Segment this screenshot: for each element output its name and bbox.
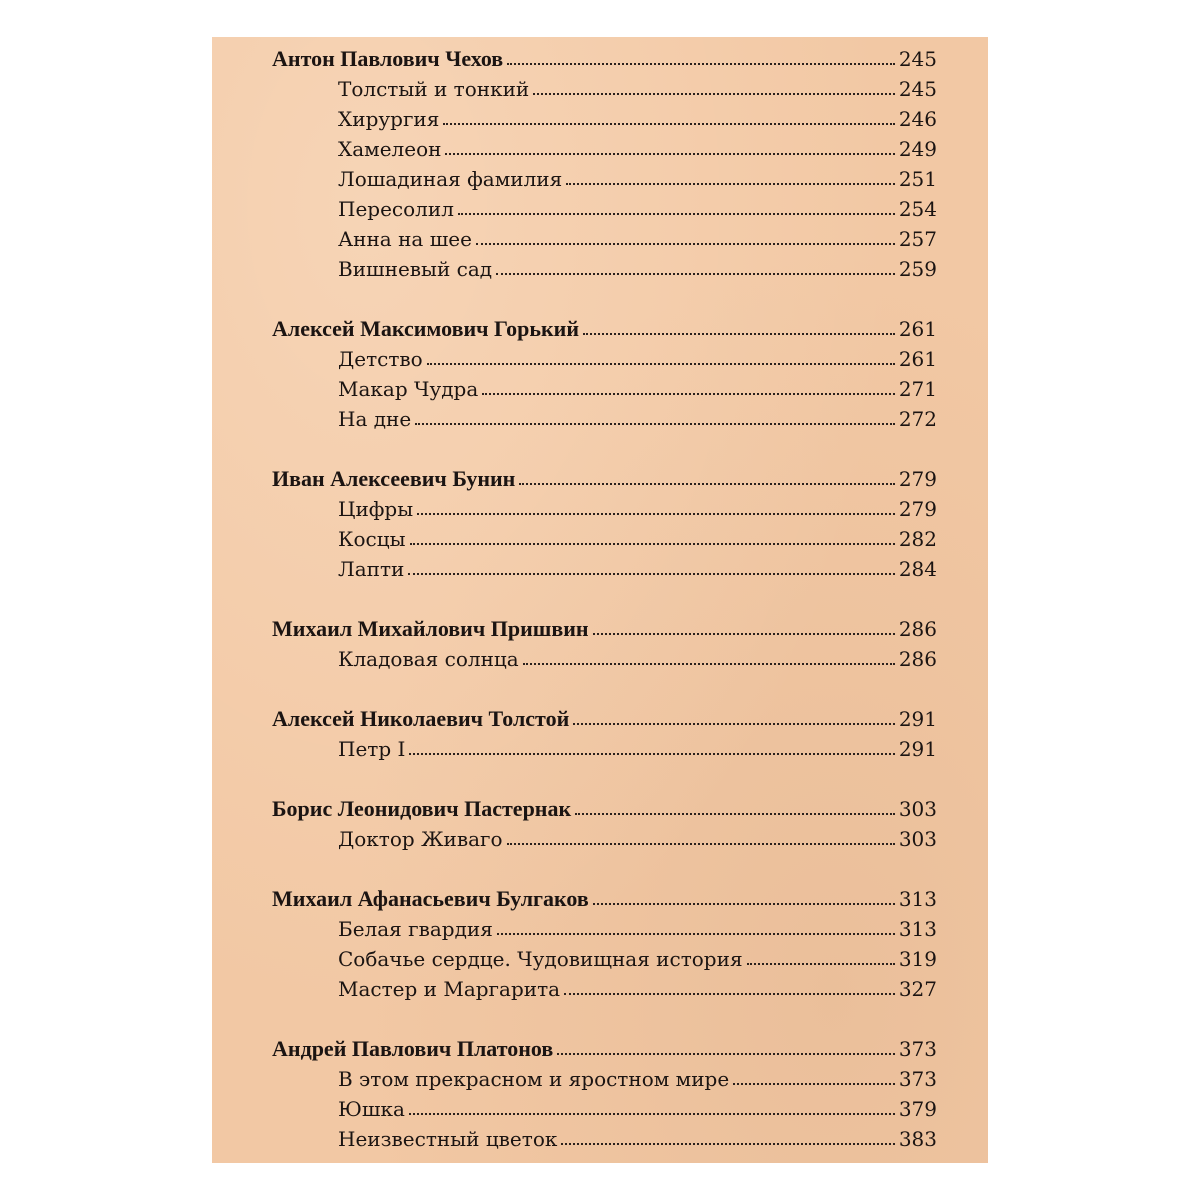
work-title: Белая гвардия <box>338 917 493 941</box>
work-title: Макар Чудра <box>338 377 479 401</box>
page-number: 373 <box>898 1037 937 1061</box>
work-title: Косцы <box>338 527 406 551</box>
dot-leader <box>417 512 895 515</box>
page-number: 257 <box>898 227 937 251</box>
toc-work-entry <box>272 371 937 401</box>
page-number: 373 <box>898 1067 937 1091</box>
work-title: Лапти <box>338 557 405 581</box>
author-name: Андрей Павлович Платонов <box>272 1036 554 1061</box>
work-title: Мастер и Маргарита <box>338 977 561 1001</box>
dot-leader <box>557 1052 895 1055</box>
work-title: Доктор Живаго <box>338 827 503 851</box>
toc-work-entry <box>272 941 937 971</box>
work-title: Хамелеон <box>338 137 442 161</box>
dot-leader <box>482 392 895 395</box>
dot-leader <box>561 1142 894 1145</box>
toc-work-entry <box>272 911 937 941</box>
dot-leader <box>409 752 894 755</box>
dot-leader <box>496 272 895 275</box>
work-title: Анна на шее <box>338 227 472 251</box>
toc-work-entry <box>272 131 937 161</box>
dot-leader <box>408 572 894 575</box>
dot-leader <box>410 542 895 545</box>
dot-leader <box>507 62 895 65</box>
work-title: Цифры <box>338 497 414 521</box>
page-number: 249 <box>898 137 937 161</box>
toc-work-entry <box>272 551 937 581</box>
work-title: Пересолил <box>338 197 454 221</box>
page-number: 261 <box>898 317 937 341</box>
author-name: Борис Леонидович Пастернак <box>272 796 572 821</box>
book-page <box>212 37 988 1163</box>
dot-leader <box>519 482 894 485</box>
dot-leader <box>443 122 894 125</box>
page-number: 279 <box>898 467 937 491</box>
work-title: Вишневый сад <box>338 257 493 281</box>
page-number: 271 <box>898 377 937 401</box>
toc-work-entry <box>272 491 937 521</box>
toc-author-entry <box>272 881 937 911</box>
toc-work-entry <box>272 821 937 851</box>
toc-work-entry <box>272 341 937 371</box>
work-title: Собачье сердце. Чудовищная история <box>338 947 743 971</box>
work-title: Юшка <box>338 1097 405 1121</box>
page-number: 319 <box>898 947 937 971</box>
page-number: 286 <box>898 617 937 641</box>
toc-author-entry <box>272 791 937 821</box>
toc-work-entry <box>272 521 937 551</box>
author-name: Алексей Максимович Горький <box>272 316 580 341</box>
toc-work-entry <box>272 101 937 131</box>
toc-work-entry <box>272 401 937 431</box>
dot-leader <box>497 932 895 935</box>
page-number: 303 <box>898 827 937 851</box>
author-name: Михаил Афанасьевич Булгаков <box>272 886 589 911</box>
page-number: 291 <box>898 737 937 761</box>
toc-work-entry <box>272 641 937 671</box>
work-title: Хирургия <box>338 107 440 131</box>
toc-work-entry <box>272 1091 937 1121</box>
dot-leader <box>458 212 895 215</box>
dot-leader <box>533 92 895 95</box>
dot-leader <box>564 992 895 995</box>
dot-leader <box>733 1082 895 1085</box>
toc-work-entry <box>272 971 937 1001</box>
toc-work-entry <box>272 191 937 221</box>
page-number: 272 <box>898 407 937 431</box>
toc-author-entry <box>272 41 937 71</box>
dot-leader <box>575 812 895 815</box>
dot-leader <box>415 422 895 425</box>
page-number: 313 <box>898 917 937 941</box>
page-number: 284 <box>898 557 937 581</box>
dot-leader <box>523 662 895 665</box>
work-title: Лошадиная фамилия <box>338 167 563 191</box>
page-number: 259 <box>898 257 937 281</box>
page-number: 291 <box>898 707 937 731</box>
dot-leader <box>747 962 895 965</box>
toc-author-entry <box>272 1031 937 1061</box>
dot-leader <box>445 152 894 155</box>
page-number: 246 <box>898 107 937 131</box>
page-number: 327 <box>898 977 937 1001</box>
work-title: Кладовая солнца <box>338 647 519 671</box>
work-title: Петр I <box>338 737 406 761</box>
work-title: Неизвестный цветок <box>338 1127 558 1151</box>
dot-leader <box>573 722 895 725</box>
author-name: Михаил Михайлович Пришвин <box>272 616 589 641</box>
work-title: Детство <box>338 347 423 371</box>
page-number: 245 <box>898 47 937 71</box>
page-number: 303 <box>898 797 937 821</box>
toc-author-entry <box>272 611 937 641</box>
page-number: 286 <box>898 647 937 671</box>
page-number: 383 <box>898 1127 937 1151</box>
toc-author-entry <box>272 311 937 341</box>
page-number: 279 <box>898 497 937 521</box>
toc-work-entry <box>272 731 937 761</box>
author-name: Иван Алексеевич Бунин <box>272 466 516 491</box>
dot-leader <box>476 242 895 245</box>
work-title: Толстый и тонкий <box>338 77 530 101</box>
dot-leader <box>507 842 895 845</box>
page-number: 245 <box>898 77 937 101</box>
page-number: 254 <box>898 197 937 221</box>
toc-author-entry <box>272 461 937 491</box>
page-number: 282 <box>898 527 937 551</box>
dot-leader <box>566 182 895 185</box>
dot-leader <box>409 1112 895 1115</box>
toc-work-entry <box>272 71 937 101</box>
work-title: В этом прекрасном и яростном мире <box>338 1067 730 1091</box>
page-number: 251 <box>898 167 937 191</box>
toc-work-entry <box>272 1121 937 1151</box>
dot-leader <box>427 362 895 365</box>
page-number: 313 <box>898 887 937 911</box>
author-name: Алексей Николаевич Толстой <box>272 706 570 731</box>
toc-work-entry <box>272 251 937 281</box>
dot-leader <box>583 332 895 335</box>
dot-leader <box>593 902 895 905</box>
work-title: На дне <box>338 407 412 431</box>
toc-author-entry <box>272 701 937 731</box>
page-number: 379 <box>898 1097 937 1121</box>
page-number: 261 <box>898 347 937 371</box>
dot-leader <box>593 632 895 635</box>
author-name: Антон Павлович Чехов <box>272 46 504 71</box>
toc-work-entry <box>272 221 937 251</box>
toc-work-entry <box>272 161 937 191</box>
toc-work-entry <box>272 1061 937 1091</box>
